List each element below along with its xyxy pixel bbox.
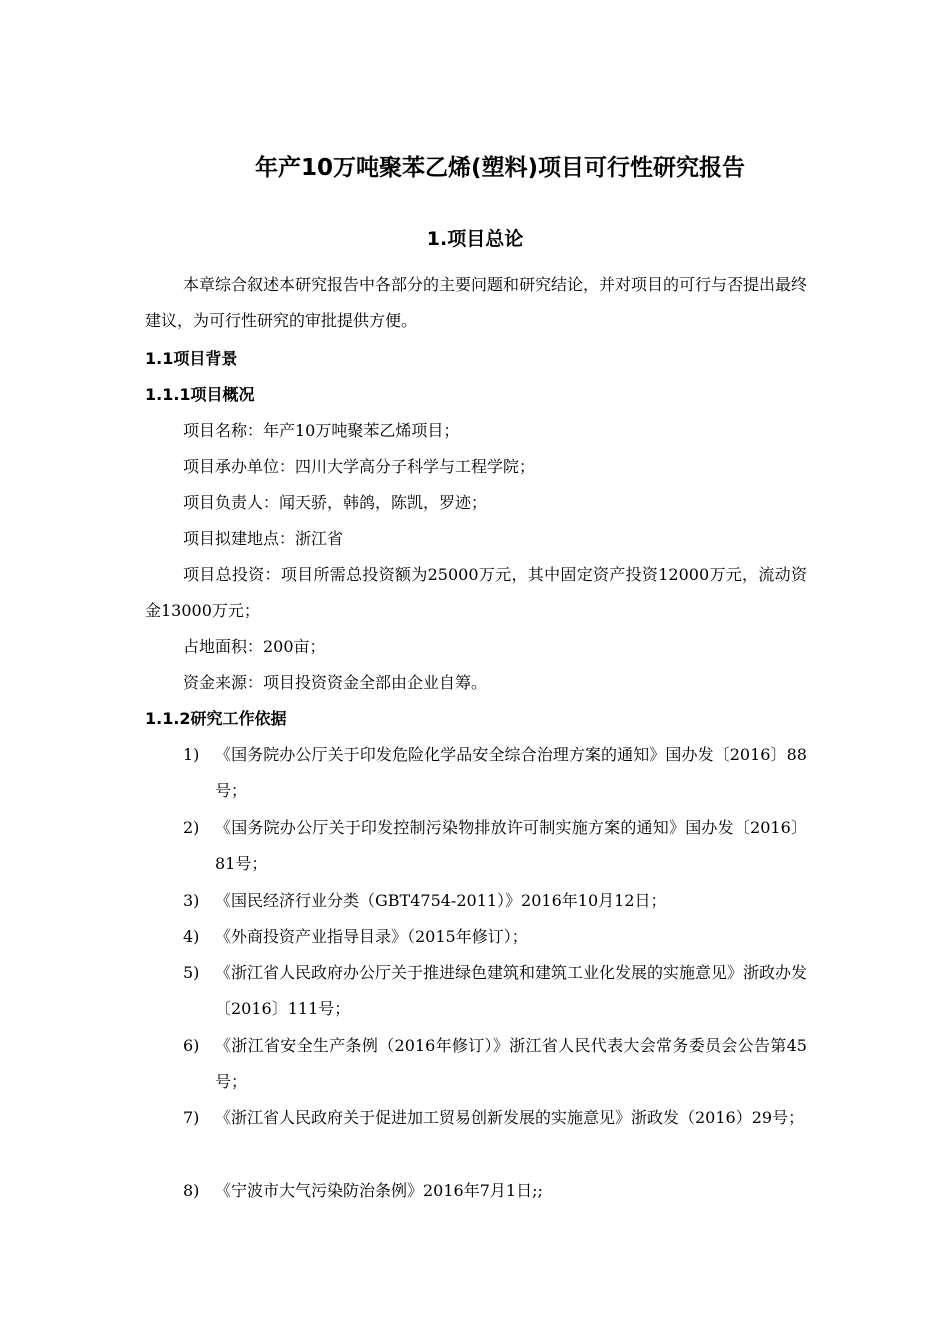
reference-text: 《国民经济行业分类（GBT4754-2011）》2016年10月12日； [215, 891, 667, 910]
reference-item [183, 1173, 807, 1209]
reference-text: 《国务院办公厅关于印发控制污染物排放许可制实施方案的通知》国办发〔2016〕81号； [215, 818, 807, 873]
reference-number: 8) [183, 1181, 200, 1200]
overview-investment [145, 557, 807, 629]
reference-text: 《外商投资产业指导目录》（2015年修订）； [215, 927, 528, 946]
intro-paragraph [145, 267, 807, 339]
overview-project-name: 项目名称：年产10万吨聚苯乙烯项目； [183, 421, 460, 440]
reference-number: 4) [183, 927, 200, 946]
intro-paragraph-text: 本章综合叙述本研究报告中各部分的主要问题和研究结论，并对项目的可行与否提出最终建议，为可行性研究的审批提供方便。 [145, 275, 808, 330]
reference-text: 《宁波市大气污染防治条例》2016年7月1日;; [215, 1181, 543, 1200]
overview-project-leaders: 项目负责人：闻天骄，韩鸽，陈凯，罗迹； [183, 493, 488, 512]
reference-text: 《浙江省人民政府关于促进加工贸易创新发展的实施意见》浙政发（2016）29号； [215, 1108, 805, 1127]
reference-number: 7) [183, 1108, 200, 1127]
chapter-heading: 1.项目总论 [426, 228, 524, 250]
reference-item [183, 955, 807, 1027]
reference-number: 2) [183, 818, 200, 837]
reference-number: 5) [183, 963, 200, 982]
reference-item [183, 737, 807, 809]
overview-funding: 资金来源：项目投资资金全部由企业自筹。 [183, 673, 488, 692]
reference-number: 6) [183, 1036, 200, 1055]
overview-project-unit: 项目承办单位：四川大学高分子科学与工程学院； [183, 457, 536, 476]
overview-investment-text: 项目总投资：项目所需总投资额为25000万元，其中固定资产投资12000万元，流动资金13000万元； [145, 565, 807, 620]
reference-text: 《浙江省安全生产条例（2016年修订）》浙江省人民代表大会常务委员会公告第45号； [215, 1036, 807, 1091]
document-title: 年产10万吨聚苯乙烯(塑料)项目可行性研究报告 [254, 155, 746, 181]
overview-area: 占地面积：200亩； [183, 637, 326, 656]
section-heading-1-1-2: 1.1.2研究工作依据 [145, 709, 287, 728]
overview-project-location: 项目拟建地点：浙江省 [183, 529, 344, 548]
reference-item [183, 810, 807, 882]
reference-item [183, 883, 807, 919]
reference-item [183, 1028, 807, 1100]
reference-number: 3) [183, 891, 200, 910]
section-heading-1-1: 1.1项目背景 [145, 349, 238, 368]
reference-text: 《国务院办公厅关于印发危险化学品安全综合治理方案的通知》国办发〔2016〕88号； [215, 745, 807, 800]
section-heading-1-1-1: 1.1.1项目概况 [145, 385, 255, 404]
reference-text: 《浙江省人民政府办公厅关于推进绿色建筑和建筑工业化发展的实施意见》浙政办发〔2016〕111号； [215, 963, 808, 1018]
reference-number: 1) [183, 745, 200, 764]
reference-item [183, 1100, 807, 1136]
reference-item [183, 919, 807, 955]
